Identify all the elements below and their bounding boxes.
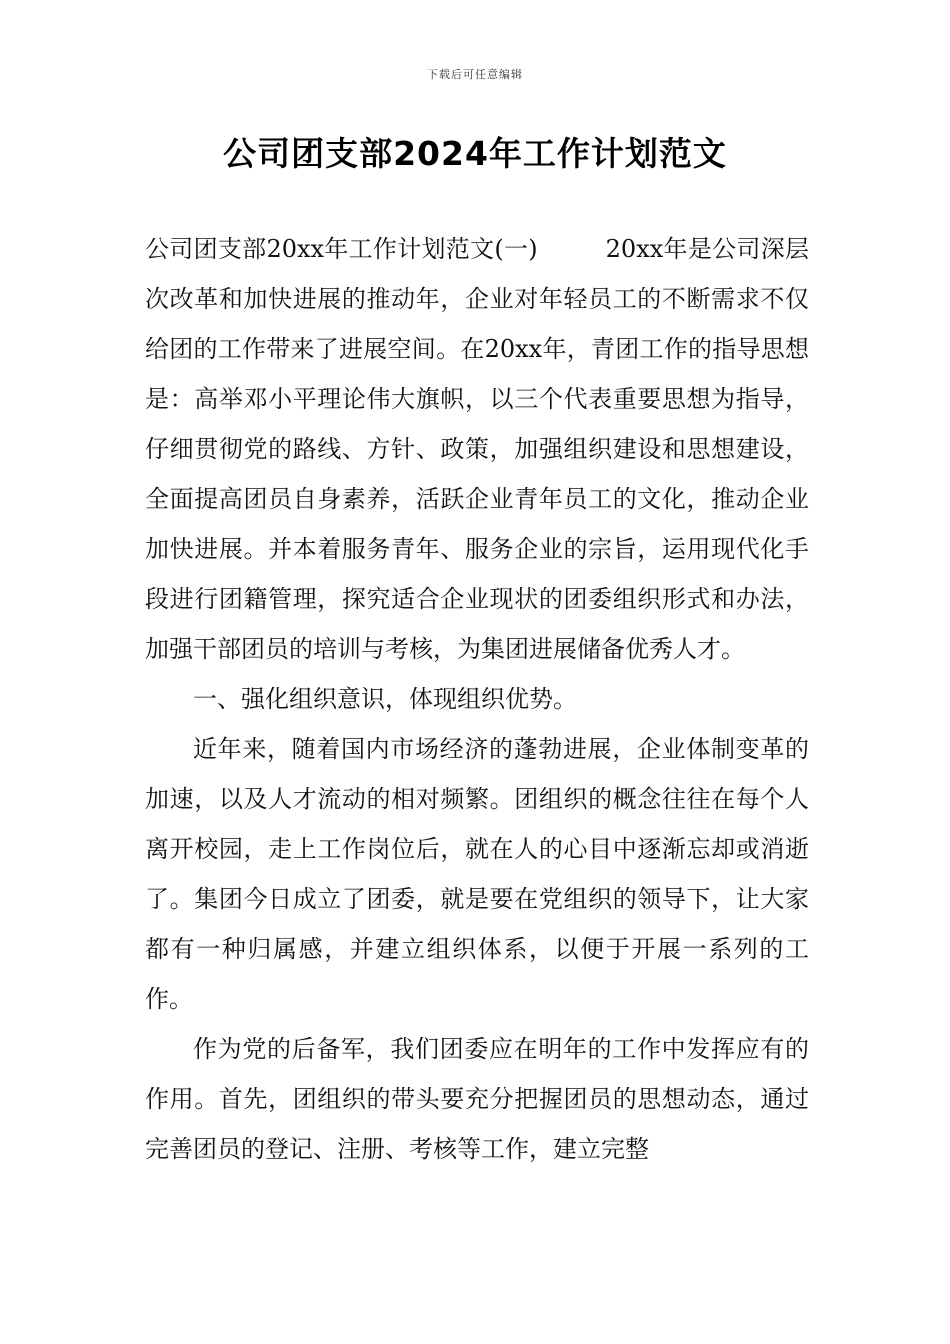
document-body	[145, 224, 809, 1174]
section-heading-1: 一、强化组织意识，体现组织优势。	[193, 685, 577, 713]
paragraph-3: 作为党的后备军，我们团委应在明年的工作中发挥应有的作用。首先，团组织的带头要充分把握团员的思想动态，通过完善团员的登记、注册、考核等工作，建立完整	[145, 1035, 809, 1163]
paragraph-2: 近年来，随着国内市场经济的蓬勃进展，企业体制变革的加速，以及人才流动的相对频繁。团组织的概念往往在每个人离开校园，走上工作岗位后，就在人的心目中逐渐忘却或消逝了。集团今日成立了团委，就是要在党组织的领导下，让大家都有一种归属感，并建立组织体系，以便于开展一系列的工作。	[145, 735, 809, 1013]
document-title: 公司团支部2024年工作计划范文	[223, 134, 727, 173]
header-note: 下载后可任意编辑	[427, 68, 523, 81]
intro-heading: 公司团支部20xx年工作计划范文(一)	[145, 235, 538, 263]
paragraph-intro	[145, 224, 809, 674]
paragraph-1-text: 20xx年是公司深层次改革和加快进展的推动年，企业对年轻员工的不断需求不仅给团的工作带来了进展空间。在20xx年，青团工作的指导思想是：高举邓小平理论伟大旗帜，以三个代表重要思想为指导，仔细贯彻党的路线、方针、政策，加强组织建设和思想建设，全面提高团员自身素养，活跃企业青年员工的文化，推动企业加快进展。并本着服务青年、服务企业的宗旨，运用现代化手段进行团籍管理，探究适合企业现状的团委组织形式和办法，加强干部团员的培训与考核，为集团进展储备优秀人才。	[145, 235, 809, 663]
